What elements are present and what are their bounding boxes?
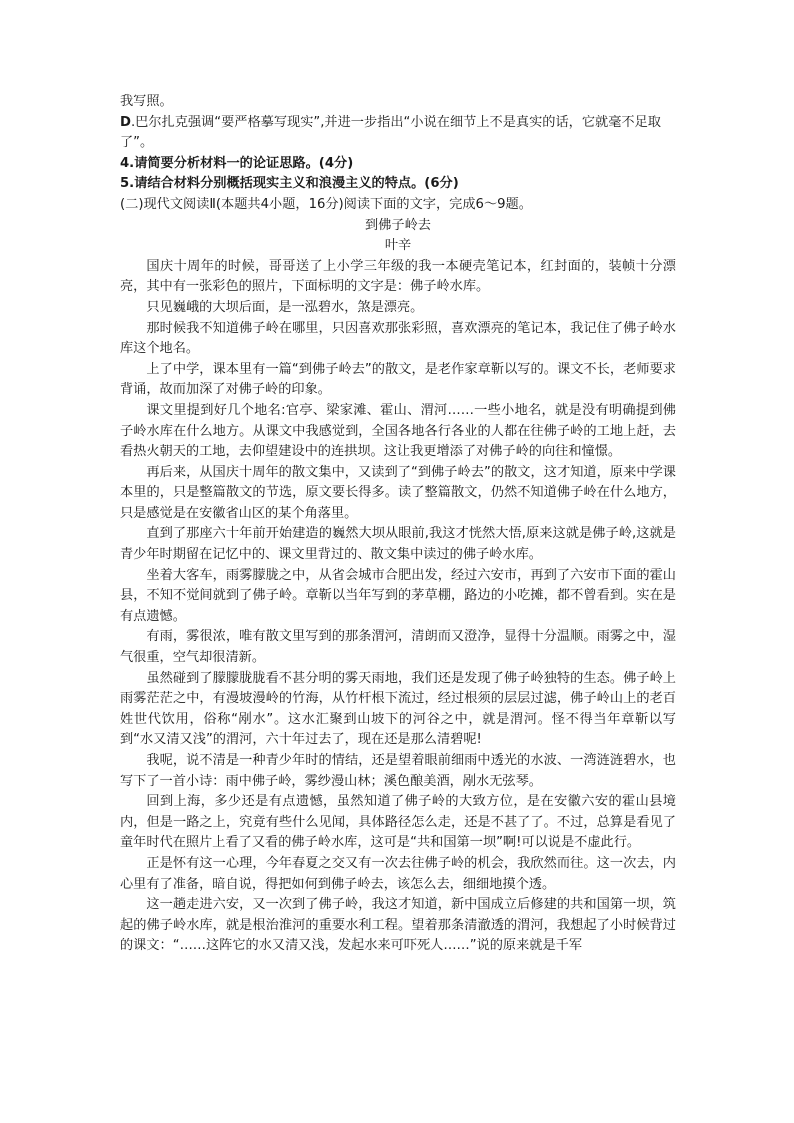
question-c-tail: 我写照。 [120, 94, 173, 109]
paragraph: 直到了那座六十年前开始建造的巍然大坝从眼前,我这才恍然大悟,原来这就是佛子岭,这就是青少年时期留在记忆中的、课文里背过的、散文集中读过的佛子岭水库。 [120, 526, 676, 563]
paragraph: 这一趟走进六安，又一次到了佛子岭，我这才知道，新中国成立后修建的共和国第一坝，筑起的佛子岭水库，就是根治淮河的重要水利工程。望着那条清澈透的渭河，我想起了小时候背过的课文：“……这阵它的水又清又浅，发起水来可吓死人……”说的原来就是千军 [120, 897, 676, 954]
paragraph: 有雨，雾很浓，唯有散文里写到的那条渭河，清朗而又澄净，显得十分温顺。雨雾之中，湿气很重，空气却很清新。 [120, 629, 676, 666]
question-5: 5.请结合材料分别概括现实主义和浪漫主义的特点。(6分) [120, 176, 459, 192]
paragraph: 坐着大客车，雨雾朦胧之中，从省会城市合肥出发，经过六安市，再到了六安市下面的霍山县，不知不觉间就到了佛子岭。章靳以当年写到的茅草棚，路边的小吃摊，都不曾看到。实在是有点遗憾。 [120, 567, 676, 624]
question-4: 4.请简要分析材料一的论证思路。(4分) [120, 155, 354, 171]
paragraph: 我呢，说不清是一种青少年时的情结，还是望着眼前细雨中透光的水波、一湾涟涟碧水，也写下了一首小诗：雨中佛子岭，雾纱漫山林；溪色酿美酒，剐水无弦琴。 [120, 753, 676, 789]
article-author: 叶辛 [384, 238, 412, 254]
paragraph: 只见巍峨的大坝后面，是一泓碧水，煞是漂亮。 [146, 299, 424, 315]
section-header: (二)现代文阅读Ⅱ(本题共4小题，16分)阅读下面的文字，完成6～9题。 [120, 196, 532, 212]
paragraph: 再后来，从国庆十周年的散文集中，又读到了“到佛子岭去”的散文，这才知道，原来中学课本里的，只是整篇散文的节选，原文要长得多。读了整篇散文，仍然不知道佛子岭在什么地方，只是感觉是在安徽省山区的某个角落里。 [120, 464, 676, 521]
paragraph: 上了中学，课本里有一篇“到佛子岭去”的散文，是老作家章靳以写的。课文不长，老师要求背诵，故而加深了对佛子岭的印象。 [120, 361, 676, 398]
paragraph: 回到上海，多少还是有点遗憾，虽然知道了佛子岭的大致方位，是在安徽六安的霍山县境内，但是一路之上，究竟有些什么见闻，具体路径怎么走，还是不甚了了。不过，总算是看见了童年时代在照片上看了又看的佛子岭水库，这可是“共和国第一坝”啊!可以说是不虚此行。 [120, 794, 676, 851]
paragraph: 正是怀有这一心理，今年春夏之交又有一次去往佛子岭的机会，我欣然而往。这一次去，内心里有了准备，暗自说，得把如何到佛子岭去，该怎么去，细细地摸个透。 [120, 855, 676, 892]
paragraph: 课文里提到好几个地名:官亭、梁家滩、霍山、渭河……一些小地名，就是没有明确提到佛子岭水库在什么地方。从课文中我感觉到，全国各地各行各业的人都在往佛子岭的工地上赶，去看热火朝天的工地，去仰望建设中的连拱坝。这让我更增添了对佛子岭的向往和憧憬。 [120, 402, 676, 460]
question-option-d: D.巴尔扎克强调“要严格摹写现实”,并进一步指出“小说在细节上不是真实的话，它就毫不足取了”。 [120, 114, 661, 151]
paragraph: 那时候我不知道佛子岭在哪里，只因喜欢那张彩照，喜欢漂亮的笔记本，我记住了佛子岭水库这个地名。 [120, 320, 676, 357]
document-page [120, 92, 676, 957]
paragraph: 虽然碰到了朦朦胧胧看不甚分明的雾天雨地，我们还是发现了佛子岭独特的生态。佛子岭上雨雾茫茫之中，有漫坡漫岭的竹海，从竹杆根下流过，经过根须的层层过滤，佛子岭山上的老百姓世代饮用，俗称“剐水”。这水汇聚到山坡下的河谷之中，就是渭河。怪不得当年章靳以写到“水又清又浅”的渭河，六十年过去了，现在还是那么清碧呢! [120, 670, 676, 748]
paragraph: 国庆十周年的时候，哥哥送了上小学三年级的我一本硬壳笔记本，红封面的，装帧十分漂亮，其中有一张彩色的照片，下面标明的文字是：佛子岭水库。 [120, 258, 676, 295]
article-title: 到佛子岭去 [365, 217, 431, 233]
